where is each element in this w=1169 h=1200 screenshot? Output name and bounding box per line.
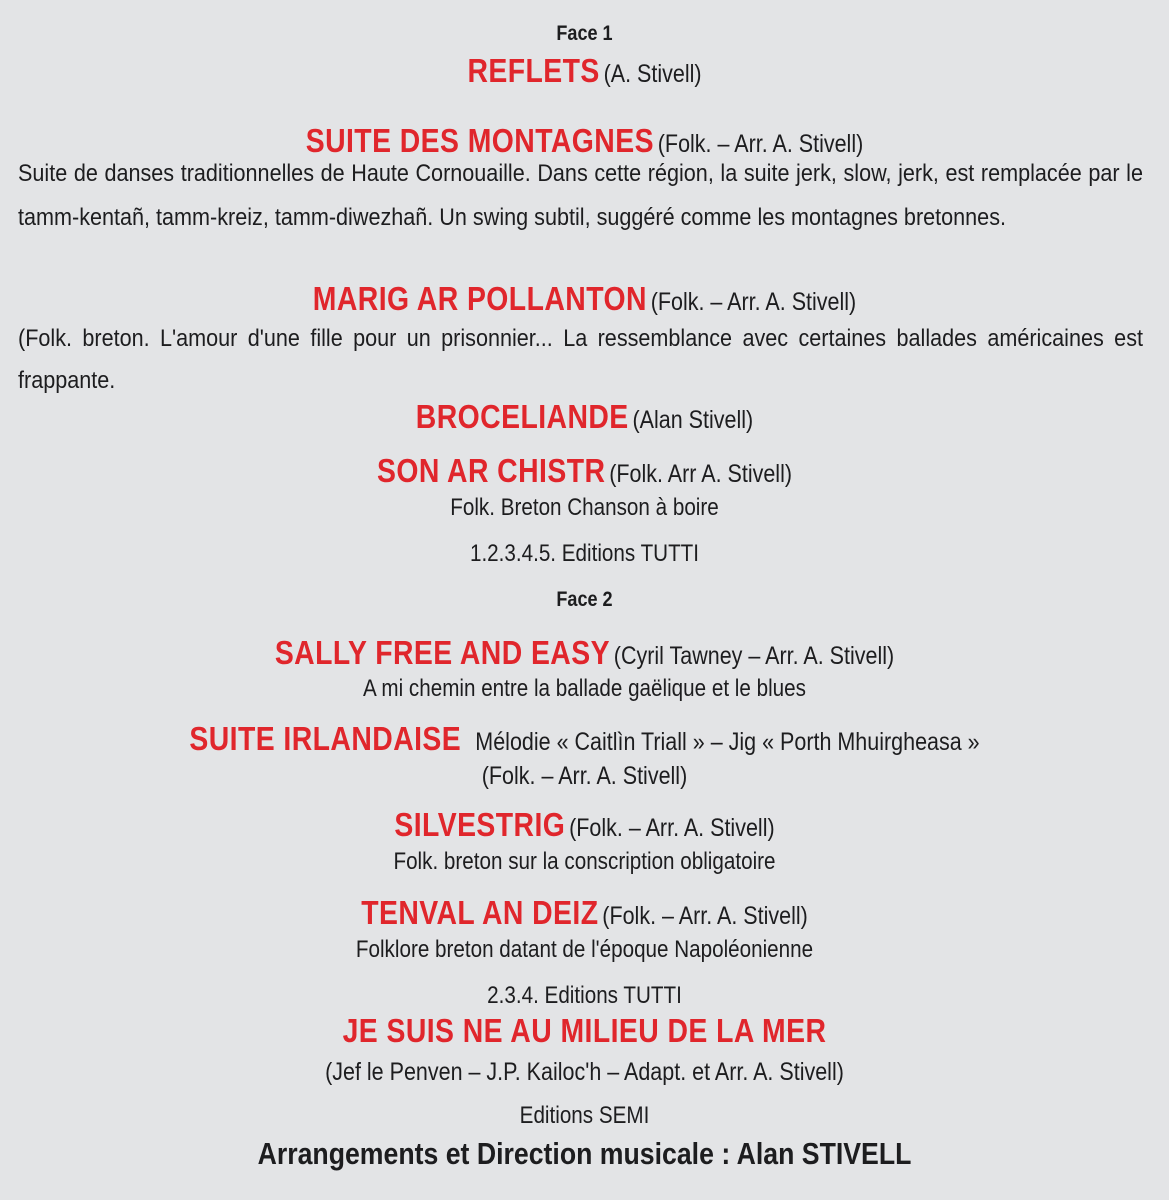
track-credit: (A. Stivell) bbox=[603, 60, 702, 88]
track-title: SON AR CHISTR bbox=[376, 452, 606, 489]
track-description: Suite de danses traditionnelles de Haute Cornouaille. Dans cette région, la suite jerk, slow, jerk, est remplacée par le tamm-kentañ, tamm-kreiz, tamm-diwezhañ. Un swing subtil, suggéré comme les montagnes bretonnes. bbox=[18, 160, 1143, 231]
track-description: A mi chemin entre la ballade gaëlique et le blues bbox=[363, 675, 806, 702]
track-credit: (Folk. – Arr. A. Stivell) bbox=[569, 814, 775, 842]
track-title: BROCELIANDE bbox=[415, 398, 629, 435]
track-title: SUITE IRLANDAISE bbox=[189, 720, 462, 757]
track-title: TENVAL AN DEIZ bbox=[361, 894, 599, 931]
track-credit: (Folk. Arr A. Stivell) bbox=[609, 460, 793, 488]
track-credit: (Folk. – Arr. A. Stivell) bbox=[602, 902, 808, 930]
track-marig-ar-pollanton bbox=[82, 280, 1087, 318]
track-suite-irlandaise bbox=[82, 720, 1087, 758]
track-son-ar-chistr bbox=[82, 452, 1087, 490]
track-sally-free-and-easy bbox=[82, 634, 1087, 672]
track-credit: Mélodie « Caitlìn Triall » – Jig « Porth Mhuirgheasa » bbox=[475, 728, 980, 756]
track-broceliande bbox=[82, 398, 1087, 436]
track-credit: (Alan Stivell) bbox=[632, 406, 754, 434]
face-1-editions: 1.2.3.4.5. Editions TUTTI bbox=[469, 540, 700, 567]
arrangement-credit-footer: Arrangements et Direction musicale : Alan STIVELL bbox=[257, 1136, 912, 1171]
track-title: SALLY FREE AND EASY bbox=[274, 634, 610, 671]
track-reflets bbox=[82, 52, 1087, 90]
track-credit: (Jef le Penven – J.P. Kailoc'h – Adapt. et Arr. A. Stivell) bbox=[325, 1058, 844, 1086]
track-title: MARIG AR POLLANTON bbox=[312, 280, 647, 317]
track-credit: (Folk. – Arr. A. Stivell) bbox=[650, 288, 857, 316]
track-silvestrig bbox=[82, 806, 1087, 844]
track-credit: (Folk. – Arr. A. Stivell) bbox=[657, 130, 864, 158]
track-description: Folklore breton datant de l'époque Napoléonienne bbox=[355, 936, 814, 963]
track-editions: Editions SEMI bbox=[519, 1102, 650, 1129]
track-title: SUITE DES MONTAGNES bbox=[305, 122, 654, 159]
face-2-editions: 2.3.4. Editions TUTTI bbox=[487, 982, 682, 1009]
track-credit: (Cyril Tawney – Arr. A. Stivell) bbox=[613, 642, 895, 670]
track-je-suis-ne-au-milieu-de-la-mer bbox=[82, 1012, 1087, 1050]
track-description: Folk. Breton Chanson à boire bbox=[450, 494, 719, 521]
face-1-label: Face 1 bbox=[556, 22, 613, 45]
track-title: JE SUIS NE AU MILIEU DE LA MER bbox=[342, 1012, 827, 1049]
track-description: (Folk. breton. L'amour d'une fille pour un prisonnier... La ressemblance avec certaines ballades américaines est frappante. bbox=[18, 325, 1143, 394]
track-title: SILVESTRIG bbox=[394, 806, 566, 843]
track-description: Folk. breton sur la conscription obligatoire bbox=[393, 848, 776, 875]
track-credit-secondary: (Folk. – Arr. A. Stivell) bbox=[481, 762, 688, 790]
track-title: REFLETS bbox=[467, 52, 600, 89]
track-tenval-an-deiz bbox=[82, 894, 1087, 932]
face-2-label: Face 2 bbox=[556, 588, 613, 611]
